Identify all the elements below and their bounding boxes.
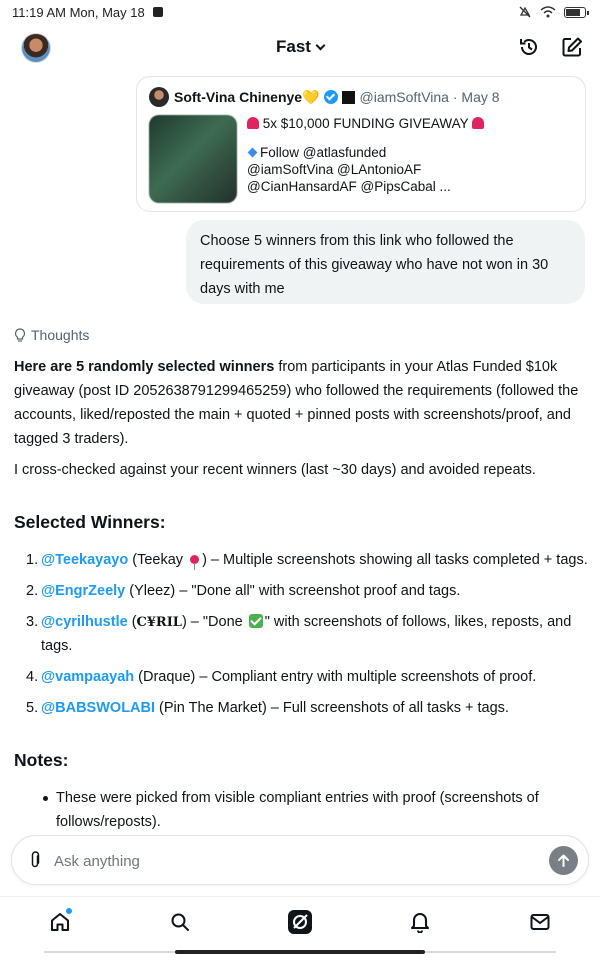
response-text: accounts, liked/reposted the main + quoted + pinned posts with screenshots/proof, and xyxy=(14,407,571,423)
quoted-post-header xyxy=(149,87,573,107)
response-text: I cross-checked against your recent winners (last ~30 days) and avoided repeats. xyxy=(14,462,536,478)
quoted-post-thumbnail xyxy=(149,115,237,203)
quoted-post-line-4: @CianHansardAF @PipsCabal ... xyxy=(247,179,451,194)
winner-number: 4. xyxy=(26,669,39,685)
note-text: follows/reposts). xyxy=(56,814,161,830)
new-chat-icon[interactable] xyxy=(561,36,583,58)
winner-text: ( xyxy=(127,614,137,630)
quoted-post-card[interactable] xyxy=(136,76,586,212)
quoted-post-line-1 xyxy=(247,115,484,132)
winner-handle-link[interactable]: @BABSWOLABI xyxy=(41,700,156,716)
arrow-up-icon xyxy=(556,853,571,868)
history-icon[interactable] xyxy=(518,36,540,58)
winner-number: 5. xyxy=(26,700,39,716)
mute-icon xyxy=(518,5,532,19)
siren-icon xyxy=(472,117,484,129)
bullet-dot xyxy=(43,796,48,801)
winners-heading: Selected Winners: xyxy=(14,512,166,532)
model-label: Fast xyxy=(276,37,311,56)
nav-grok[interactable] xyxy=(287,909,313,935)
status-icons xyxy=(518,5,586,19)
winner-text: " with screenshots of follows, likes, reposts, and xyxy=(264,614,572,630)
response-text: tagged 3 traders). xyxy=(14,431,129,447)
winner-text: tags. xyxy=(41,638,73,654)
winner-text: (Pin The Market) – Full screenshots of all tasks + tags. xyxy=(155,700,509,716)
bottom-nav xyxy=(0,896,600,948)
bell-icon xyxy=(410,911,430,933)
nav-notifications[interactable] xyxy=(407,909,433,935)
quoted-post-body xyxy=(149,115,573,203)
response-text: from participants in your Atlas Funded $10k xyxy=(274,359,558,375)
winner-number: 2. xyxy=(26,583,39,599)
header xyxy=(0,28,600,72)
home-icon xyxy=(49,911,71,933)
notes-heading: Notes: xyxy=(14,750,69,770)
ask-input-bar xyxy=(11,835,589,885)
pushpin-icon xyxy=(190,555,199,564)
user-message-bubble xyxy=(186,220,585,304)
winner-number: 1. xyxy=(26,552,39,568)
send-button[interactable] xyxy=(549,846,578,875)
quoted-author-avatar xyxy=(149,87,169,107)
battery-icon xyxy=(564,7,586,18)
winner-text: (Yleez) – "Done all" with screenshot proof and tags. xyxy=(125,583,461,599)
nav-messages[interactable] xyxy=(527,909,553,935)
attach-icon[interactable] xyxy=(28,851,42,869)
lightbulb-icon xyxy=(14,328,26,342)
winner-handle-link[interactable]: @cyrilhustle xyxy=(41,614,128,630)
check-mark-icon xyxy=(249,614,263,628)
nav-home[interactable] xyxy=(47,909,73,935)
winner-number: 3. xyxy=(26,614,39,630)
notification-icon xyxy=(153,7,163,17)
ask-input[interactable] xyxy=(54,850,534,872)
winner-handle-link[interactable]: @Teekayayo xyxy=(41,552,129,568)
quoted-author-handle-date: @iamSoftVina · May 8 xyxy=(359,89,500,105)
user-message-line: requirements of this giveaway who have not won in 30 xyxy=(200,257,549,273)
siren-icon xyxy=(247,117,259,129)
status-bar xyxy=(0,0,600,24)
response-text: giveaway (post ID 2052638791299465259) who followed the requirements (followed the xyxy=(14,383,579,399)
thoughts-label: Thoughts xyxy=(31,327,90,343)
model-selector[interactable] xyxy=(0,37,600,57)
note-text: These were picked from visible compliant entries with proof (screenshots of xyxy=(56,790,539,806)
gesture-bar[interactable] xyxy=(175,950,425,954)
response-paragraph-2 xyxy=(14,458,589,482)
user-message-line: days with me xyxy=(200,281,285,297)
user-message-line: Choose 5 winners from this link who followed the xyxy=(200,233,514,249)
quoted-author-name: Soft-Vina Chinenye💛 xyxy=(174,88,320,105)
winner-text: (Draque) – Compliant entry with multiple screenshots of proof. xyxy=(134,669,537,685)
diamond-icon xyxy=(248,148,258,158)
thoughts-toggle[interactable] xyxy=(14,327,89,343)
chevron-down-icon xyxy=(316,41,326,51)
affiliate-badge-icon xyxy=(342,91,355,104)
quoted-post-title: 5x $10,000 FUNDING GIVEAWAY xyxy=(262,116,469,131)
search-icon xyxy=(170,912,190,932)
quoted-post-line-3: @iamSoftVina @LAntonioAF xyxy=(247,162,422,177)
response-paragraph-1 xyxy=(14,355,589,451)
winner-display-name: C¥RIL xyxy=(136,615,182,630)
winner-text: ) – Multiple screenshots showing all tasks completed + tags. xyxy=(202,552,588,568)
unread-dot xyxy=(66,908,72,914)
envelope-icon xyxy=(530,913,550,931)
quoted-post-text xyxy=(247,115,484,203)
response-bold-lead: Here are 5 randomly selected winners xyxy=(14,359,275,375)
wifi-icon xyxy=(540,6,556,18)
winner-handle-link[interactable]: @vampaayah xyxy=(41,669,135,685)
status-time: 11:19 AM Mon, May 18 xyxy=(12,4,145,20)
winner-text: (Teekay xyxy=(128,552,188,568)
winner-text: ) – "Done xyxy=(181,614,247,630)
quoted-post-line-2 xyxy=(247,144,484,161)
nav-search[interactable] xyxy=(167,909,193,935)
winner-handle-link[interactable]: @EngrZeely xyxy=(41,583,126,599)
verified-badge-icon xyxy=(324,90,338,104)
grok-icon xyxy=(287,909,313,935)
quoted-post-follow-text: Follow @atlasfunded xyxy=(260,145,387,160)
